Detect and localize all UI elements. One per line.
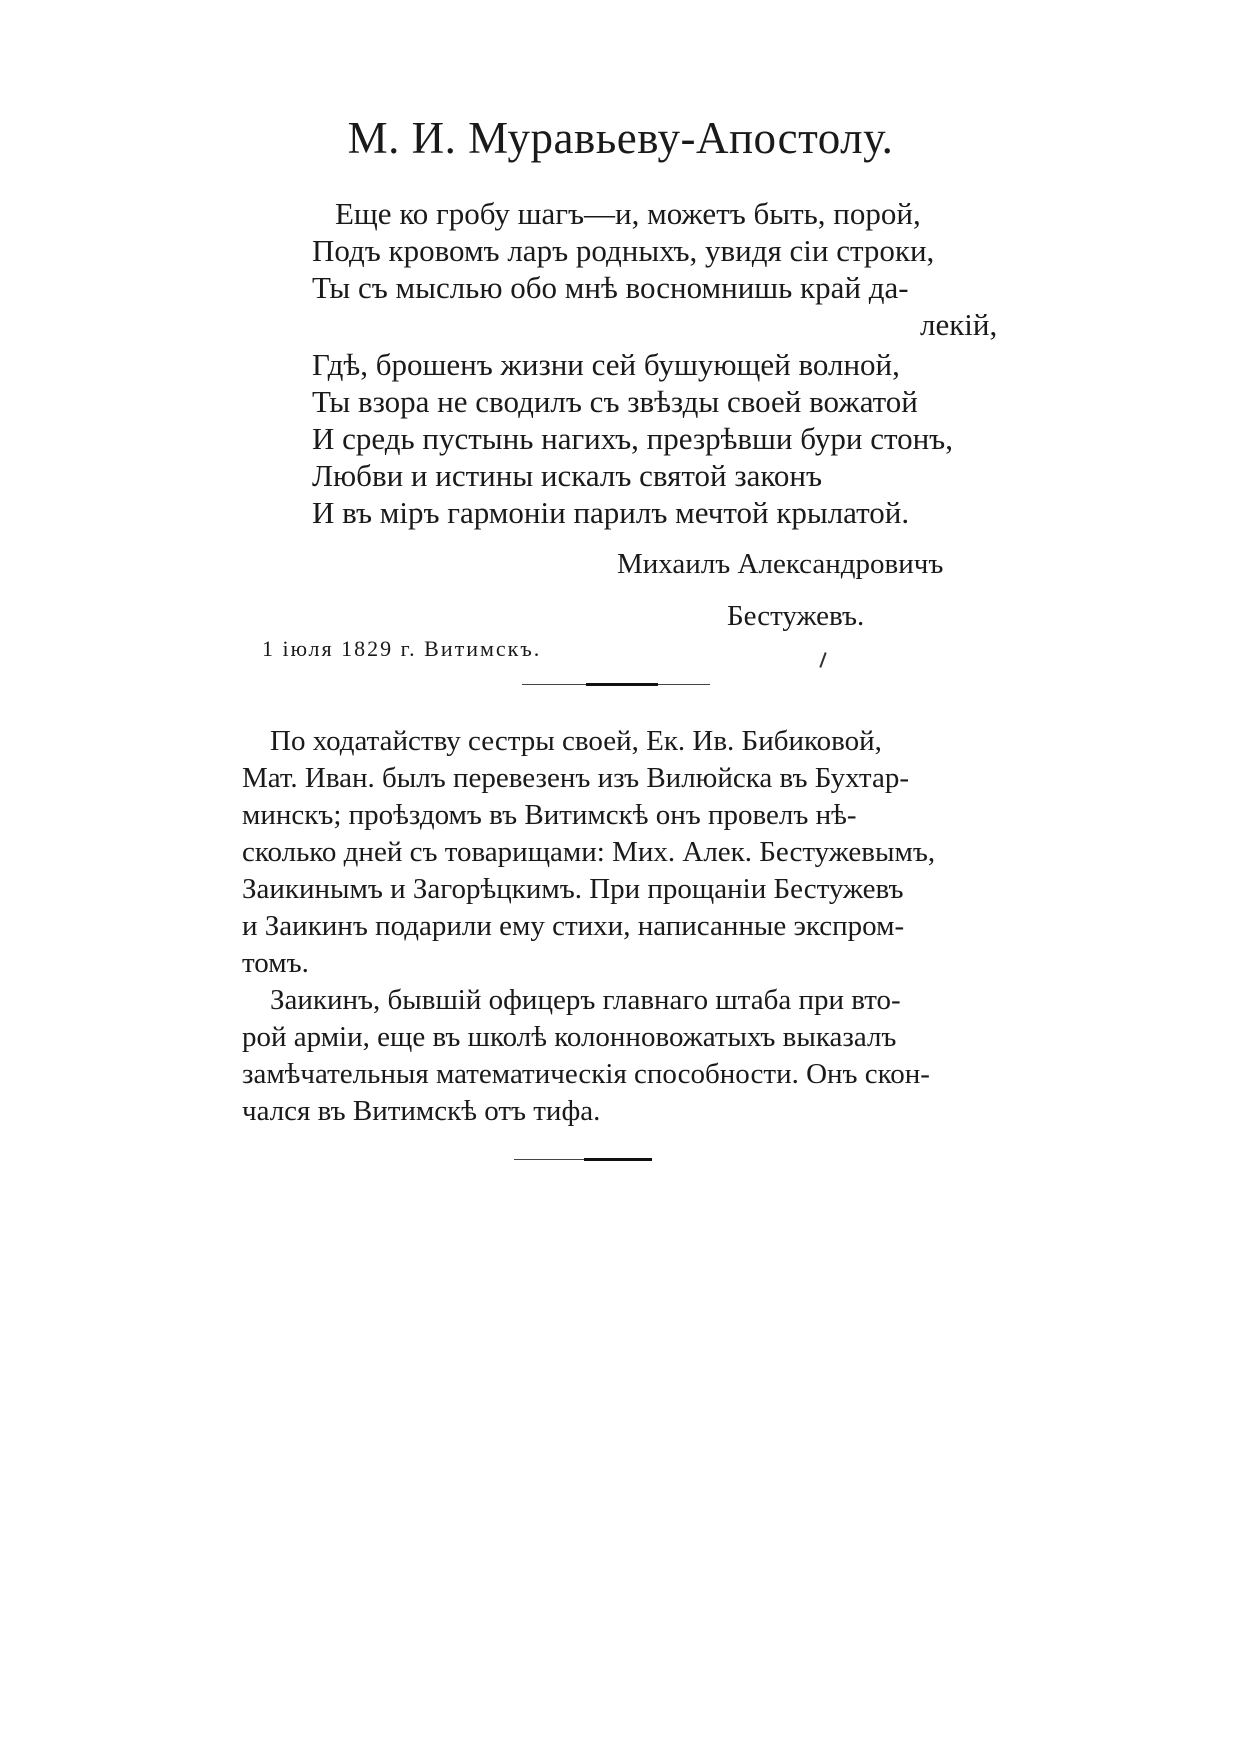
separator-left — [514, 1159, 584, 1160]
separator-center — [586, 683, 658, 686]
note-line: чался въ Витимскѣ отъ тифа. — [242, 1095, 601, 1127]
poem-line: Подъ кровомъ ларъ родныхъ, увидя сіи строки, — [312, 233, 935, 268]
note-line: томъ. — [242, 947, 309, 979]
stray-mark — [819, 652, 826, 668]
poem-line: Любви и истины искалъ святой законъ — [312, 458, 822, 493]
poem-line: И средь пустынь нагихъ, презрѣвши бури стонъ, — [312, 421, 953, 456]
poem-line: Ты съ мыслью обо мнѣ восномнишь край да- — [312, 270, 909, 305]
signature-surname: Бестужевъ. — [727, 600, 865, 632]
note-line: минскъ; проѣздомъ въ Витимскѣ онъ провелъ нѣ- — [242, 799, 857, 831]
page-title: М. И. Муравьеву-Апостолу. — [347, 113, 894, 163]
dateline: 1 іюля 1829 г. Витимскъ. — [262, 636, 542, 661]
note-line: рой арміи, еще въ школѣ колонновожатыхъ выказалъ — [242, 1021, 897, 1053]
separator-left — [522, 684, 586, 685]
note-line: Заикинымъ и Загорѣцкимъ. При прощаніи Бестужевъ — [242, 873, 904, 905]
note-line: и Заикинъ подарили ему стихи, написанные экспром- — [242, 910, 905, 942]
poem-line: И въ міръ гармоніи парилъ мечтой крылатой. — [312, 495, 910, 530]
note-line: Заикинъ, бывшій офицеръ главнаго штаба при вто- — [270, 984, 901, 1016]
poem-line: Еще ко гробу шагъ—и, можетъ быть, порой, — [335, 196, 921, 231]
separator-right — [658, 684, 710, 685]
poem-line: лекій, — [920, 307, 998, 342]
signature-name: Михаилъ Александровичъ — [617, 548, 944, 580]
separator-center — [584, 1158, 652, 1161]
poem-line: Гдѣ, брошенъ жизни сей бушующей волной, — [312, 347, 900, 382]
note-line: замѣчательныя математическія способности. Онъ скон- — [242, 1058, 930, 1090]
note-line: сколько дней съ товарищами: Мих. Алек. Бестужевымъ, — [242, 836, 936, 868]
poem-line: Ты взора не сводилъ съ звѣзды своей вожатой — [312, 384, 918, 419]
note-line: Мат. Иван. былъ перевезенъ изъ Вилюйска въ Бухтар- — [242, 762, 909, 794]
note-line: По ходатайству сестры своей, Ек. Ив. Бибиковой, — [270, 725, 882, 757]
